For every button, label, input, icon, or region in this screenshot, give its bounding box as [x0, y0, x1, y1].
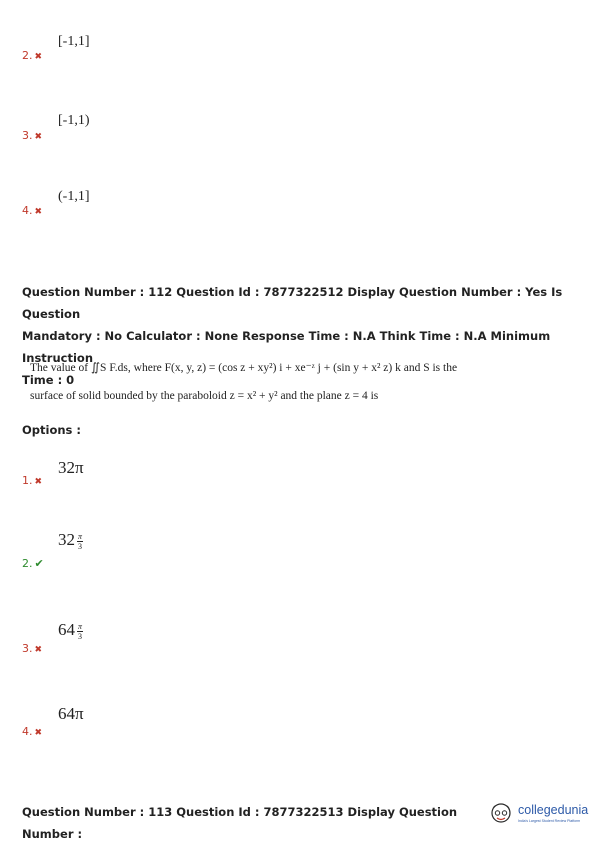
prev-option-2-number — [22, 49, 42, 62]
cross-icon: ✖ — [34, 132, 43, 142]
option-2-number — [22, 557, 44, 570]
option-number-label: 4. — [22, 725, 33, 738]
fraction — [77, 622, 83, 641]
cross-icon: ✖ — [34, 52, 43, 62]
option-3-math — [58, 620, 83, 641]
fraction-denominator: 3 — [78, 541, 82, 551]
option-1-number — [22, 474, 42, 487]
cross-icon: ✖ — [34, 645, 43, 655]
option-3-number — [22, 642, 42, 655]
whole-part: 64 — [58, 620, 75, 639]
whole-part: 32 — [58, 530, 75, 549]
prev-option-3-number — [22, 129, 42, 142]
option-number-label: 2. — [22, 49, 33, 62]
fraction-numerator: π — [78, 531, 83, 541]
prev-option-4-number — [22, 204, 42, 217]
question-113-meta: Question Number : 113 Question Id : 7877322513 Display Question Number : — [22, 805, 458, 841]
question-text-line-1: The value of ∬S F.ds, where F(x, y, z) = (cos z + xy²) i + xe⁻ᶻ j + (sin y + x² z) k and S is the — [30, 362, 458, 374]
meta-line: Question Number : 112 Question Id : 7877322512 Display Question Number : Yes Is Question — [22, 285, 563, 321]
prev-option-2-math: [-1,1] — [58, 34, 90, 49]
prev-option-3-math: [-1,1) — [58, 113, 90, 128]
fraction-denominator: 3 — [78, 631, 82, 641]
logo-text: collegedunia — [518, 803, 589, 817]
option-number-label: 2. — [22, 557, 33, 570]
cross-icon: ✖ — [34, 207, 43, 217]
option-4-math: 64π — [58, 704, 84, 723]
prev-option-4-math: (-1,1] — [58, 189, 90, 204]
option-1-math: 32π — [58, 458, 84, 477]
option-number-label: 3. — [22, 129, 33, 142]
fraction-numerator: π — [78, 621, 83, 631]
question-text-line-2: surface of solid bounded by the paraboloid z = x² + y² and the plane z = 4 is — [30, 390, 379, 402]
check-icon: ✔ — [34, 557, 44, 570]
cross-icon: ✖ — [34, 728, 43, 738]
options-label: Options : — [22, 423, 81, 437]
option-4-number — [22, 725, 42, 738]
cross-icon: ✖ — [34, 477, 43, 487]
meta-line: Time : 0 — [22, 373, 75, 387]
option-number-label: 1. — [22, 474, 33, 487]
fraction — [77, 532, 83, 551]
option-number-label: 3. — [22, 642, 33, 655]
question-112-meta — [22, 281, 582, 391]
meta-line: Mandatory : No Calculator : None Response Time : N.A Think Time : N.A Minimum Instruction — [22, 329, 551, 365]
option-2-math — [58, 530, 83, 551]
option-number-label: 4. — [22, 204, 33, 217]
logo-tagline: India's Largest Student Review Platform — [518, 819, 581, 823]
